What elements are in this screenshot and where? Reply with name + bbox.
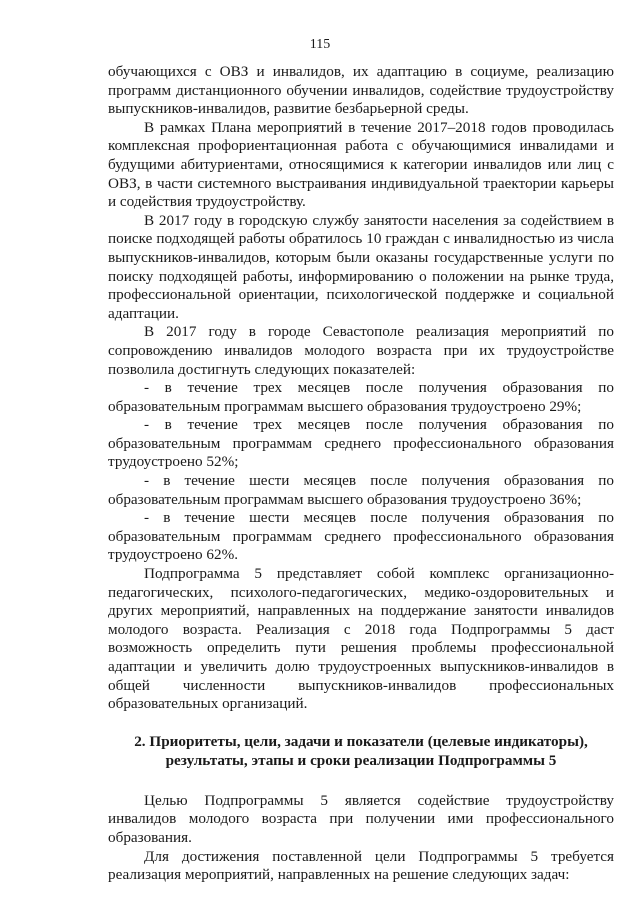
paragraph: Для достижения поставленной цели Подпрограммы 5 требуется реализация мероприятий, направленных на решение следующих задач: — [108, 847, 614, 884]
paragraph: В 2017 году в городскую службу занятости населения за содействием в поиске подходящей работы обратилось 10 граждан с инвалидностью из числа выпускников-инвалидов, которым были оказаны государственные услуги по поиску подходящей работы, информированию о положении на рынке труда, профессиональной ориентации, психологической поддержке и социальной адаптации. — [108, 211, 614, 322]
paragraph: В 2017 году в городе Севастополе реализация мероприятий по сопровождению инвалидов молодого возраста при их трудоустройстве позволила достигнуть следующих показателей: — [108, 323, 614, 378]
page-number: 115 — [309, 37, 331, 52]
paragraph: В рамках Плана мероприятий в течение 2017–2018 годов проводилась комплексная профориентационная работа с обучающимися инвалидами и будущими абитуриентами, относящимися к категории инвалидов или лиц с ОВЗ, в части системного выстраивания индивидуальной траектории карьеры и содействия трудоустройству. — [108, 118, 614, 211]
paragraph: Целью Подпрограммы 5 является содействие трудоустройству инвалидов молодого возраста при получении ими профессионального образования. — [108, 791, 614, 846]
list-item: - в течение трех месяцев после получения образования по образовательным программам высшего образования трудоустроено 29%; — [108, 379, 614, 415]
section-heading: 2. Приоритеты, цели, задачи и показатели (целевые индикаторы), результаты, этапы и сроки реализации Подпрограммы 5 — [134, 732, 588, 769]
paragraph: Подпрограмма 5 представляет собой комплекс организационно-педагогических, психолого-педагогических, медико-оздоровительных и других мероприятий, направленных на поддержание занятости инвалидов молодого возраста. Реализация с 2018 года Подпрограммы 5 даст возможность определить пути решения проблемы профессиональной адаптации и увеличить долю трудоустроенных выпускников-инвалидов в общей численности выпускников-инвалидов профессиональных образовательных организаций. — [108, 565, 614, 713]
list-item: - в течение шести месяцев после получения образования по образовательным программам высшего образования трудоустроено 36%; — [108, 472, 614, 508]
list-item: - в течение шести месяцев после получения образования по образовательным программам среднего профессионального образования трудоустроено 62%. — [108, 509, 614, 564]
list-item: - в течение трех месяцев после получения образования по образовательным программам среднего профессионального образования трудоустроено 52%; — [108, 416, 614, 471]
paragraph: обучающихся с ОВЗ и инвалидов, их адаптацию в социуме, реализацию программ дистанционного обучении инвалидов, содействие трудоустройству выпускников-инвалидов, развитие безбарьерной среды. — [108, 63, 614, 118]
page-body — [108, 63, 614, 885]
